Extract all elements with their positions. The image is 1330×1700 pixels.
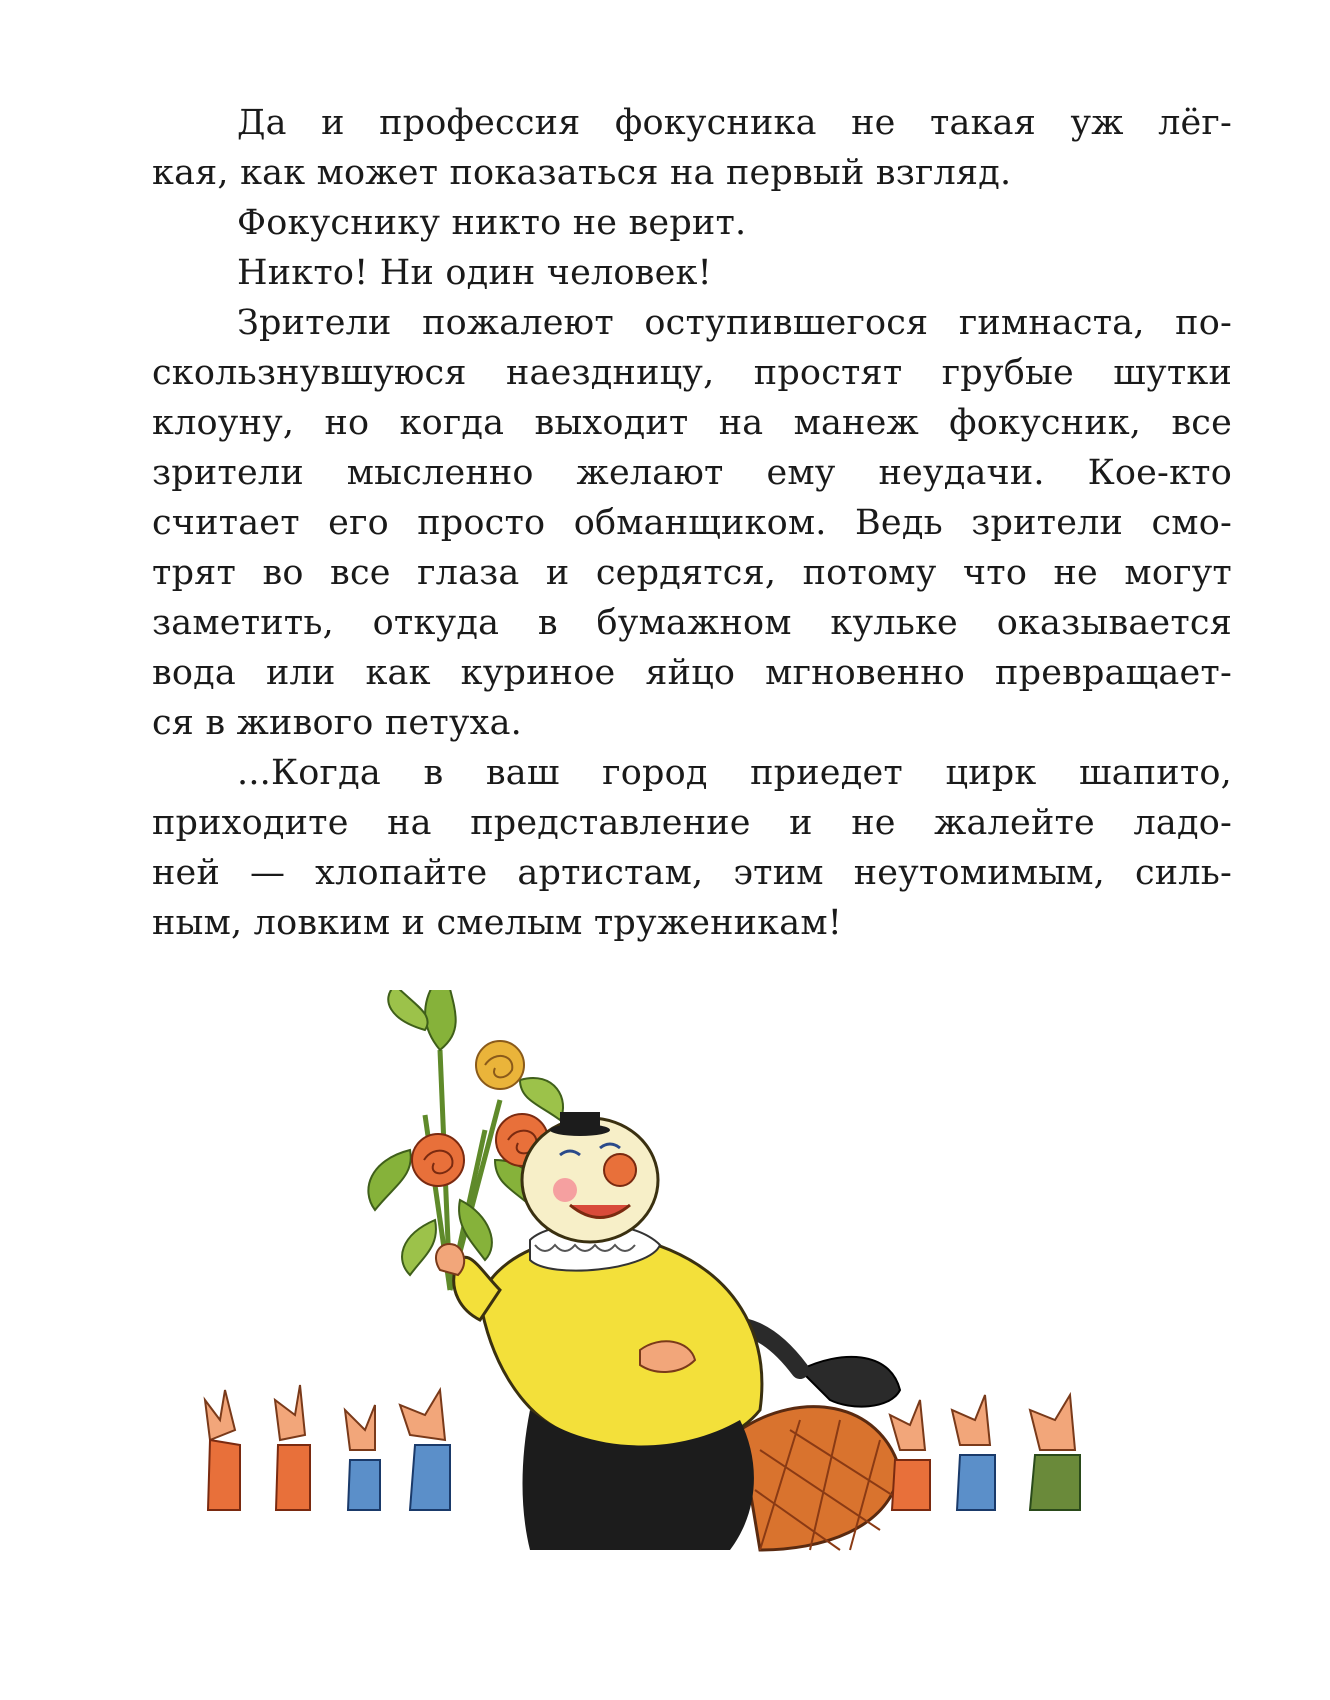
text-line: ся в живого петуха. <box>152 703 523 743</box>
text-line: Зрители пожалеют оступившегося гимнаста, по- <box>237 303 1232 343</box>
text-line: ным, ловким и смелым труженикам! <box>152 903 843 943</box>
page-text <box>152 98 1232 948</box>
text-line: зрители мысленно желают ему неудачи. Кое-кто <box>152 453 1232 493</box>
text-line: кая, как может показаться на первый взгляд. <box>152 153 1012 193</box>
text-line: заметить, откуда в бумажном кульке оказывается <box>152 603 1232 643</box>
text-line: трят во все глаза и сердятся, потому что не могут <box>152 553 1232 593</box>
text-line: вода или как куриное яйцо мгновенно превращает- <box>152 653 1232 693</box>
text-line: ...Когда в ваш город приедет цирк шапито, <box>237 753 1232 793</box>
text-line: приходите на представление и не жалейте ладо- <box>152 803 1232 843</box>
text-line: Никто! Ни один человек! <box>237 253 712 293</box>
text-line: клоуну, но когда выходит на манеж фокусник, все <box>152 403 1232 443</box>
clown-illustration <box>200 990 1200 1590</box>
text-line: Да и профессия фокусника не такая уж лёг- <box>237 103 1232 143</box>
text-line: считает его просто обманщиком. Ведь зрители смо- <box>152 503 1232 543</box>
text-line: ней — хлопайте артистам, этим неутомимым, силь- <box>152 853 1232 893</box>
text-line: скользнувшуюся наездницу, простят грубые шутки <box>152 353 1232 393</box>
text-line: Фокуснику никто не верит. <box>237 203 747 243</box>
